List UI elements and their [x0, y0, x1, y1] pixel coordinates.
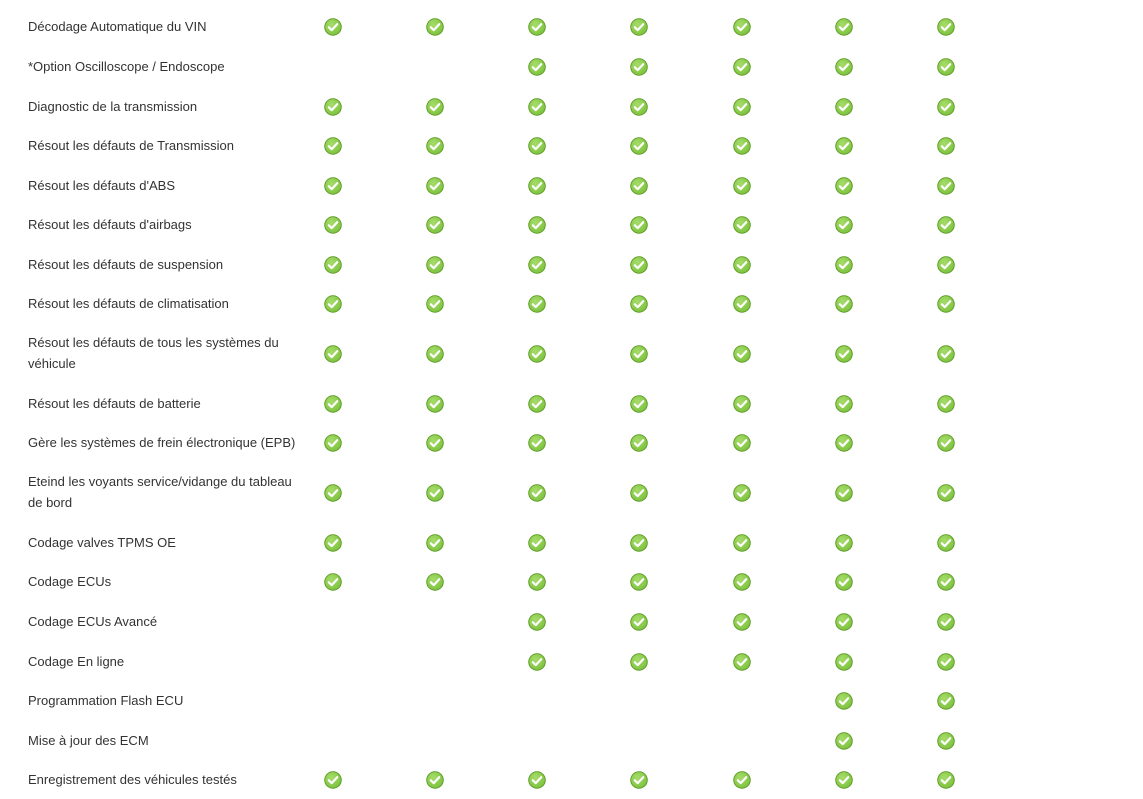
- check-cell: [835, 434, 853, 452]
- check-icon: [937, 534, 955, 552]
- check-cell: [937, 692, 955, 710]
- check-cell: [528, 573, 546, 591]
- check-cell: [937, 256, 955, 274]
- check-icon: [528, 395, 546, 413]
- check-cell: [733, 18, 751, 36]
- feature-label: Résout les défauts de climatisation: [28, 296, 229, 311]
- check-icon: [937, 256, 955, 274]
- check-cell: [426, 434, 444, 452]
- check-cell: [426, 295, 444, 313]
- feature-label: Codage En ligne: [28, 654, 125, 669]
- check-icon: [733, 484, 751, 502]
- check-icon: [426, 18, 444, 36]
- check-icon: [733, 177, 751, 195]
- check-icon: [528, 256, 546, 274]
- check-cell: [630, 484, 648, 502]
- check-cell: [937, 653, 955, 671]
- check-cell: [426, 345, 444, 363]
- check-cell: [630, 137, 648, 155]
- check-cell: [528, 484, 546, 502]
- check-cell: [324, 434, 342, 452]
- check-icon: [324, 295, 342, 313]
- check-cell: [426, 395, 444, 413]
- check-icon: [630, 484, 648, 502]
- check-cell: [324, 295, 342, 313]
- check-cell: [528, 295, 546, 313]
- check-cell: [324, 345, 342, 363]
- check-cell: [324, 18, 342, 36]
- feature-label: Résout les défauts de tous les systèmes du véhicule: [28, 335, 279, 371]
- check-cell: [835, 732, 853, 750]
- check-icon: [426, 98, 444, 116]
- check-cell: [324, 573, 342, 591]
- check-icon: [528, 295, 546, 313]
- check-cell: [835, 345, 853, 363]
- check-cell: [835, 98, 853, 116]
- check-icon: [426, 434, 444, 452]
- check-cell: [835, 613, 853, 631]
- check-icon: [324, 137, 342, 155]
- check-cell: [630, 177, 648, 195]
- check-icon: [835, 295, 853, 313]
- feature-label: Codage ECUs: [28, 574, 112, 589]
- check-icon: [528, 771, 546, 789]
- check-cell: [733, 98, 751, 116]
- check-icon: [324, 18, 342, 36]
- check-cell: [937, 732, 955, 750]
- check-icon: [528, 98, 546, 116]
- feature-label: Programmation Flash ECU: [28, 693, 184, 708]
- check-cell: [937, 534, 955, 552]
- check-cell: [324, 771, 342, 789]
- check-icon: [835, 58, 853, 76]
- check-icon: [630, 395, 648, 413]
- feature-label: Résout les défauts de suspension: [28, 257, 224, 272]
- feature-label: Diagnostic de la transmission: [28, 99, 198, 114]
- feature-label: Codage valves TPMS OE: [28, 535, 176, 550]
- check-icon: [324, 395, 342, 413]
- check-icon: [528, 177, 546, 195]
- feature-label: Résout les défauts de batterie: [28, 396, 201, 411]
- check-cell: [426, 216, 444, 234]
- check-cell: [733, 534, 751, 552]
- check-cell: [733, 434, 751, 452]
- check-icon: [835, 771, 853, 789]
- check-cell: [630, 434, 648, 452]
- check-icon: [528, 653, 546, 671]
- check-icon: [528, 484, 546, 502]
- check-icon: [937, 771, 955, 789]
- check-icon: [630, 295, 648, 313]
- check-cell: [733, 295, 751, 313]
- check-icon: [630, 434, 648, 452]
- feature-label: Codage ECUs Avancé: [28, 614, 158, 629]
- check-icon: [528, 137, 546, 155]
- check-icon: [426, 534, 444, 552]
- check-cell: [630, 395, 648, 413]
- check-icon: [630, 177, 648, 195]
- check-cell: [528, 256, 546, 274]
- check-cell: [835, 256, 853, 274]
- check-cell: [630, 345, 648, 363]
- check-icon: [733, 345, 751, 363]
- check-cell: [835, 216, 853, 234]
- check-icon: [324, 573, 342, 591]
- check-cell: [324, 216, 342, 234]
- check-icon: [937, 177, 955, 195]
- check-icon: [733, 216, 751, 234]
- check-icon: [937, 216, 955, 234]
- check-cell: [733, 771, 751, 789]
- check-cell: [937, 484, 955, 502]
- check-icon: [937, 18, 955, 36]
- check-cell: [528, 345, 546, 363]
- check-cell: [835, 395, 853, 413]
- check-icon: [835, 692, 853, 710]
- check-cell: [630, 771, 648, 789]
- check-icon: [835, 18, 853, 36]
- check-cell: [733, 395, 751, 413]
- check-cell: [324, 395, 342, 413]
- check-icon: [835, 434, 853, 452]
- check-icon: [835, 395, 853, 413]
- check-cell: [835, 534, 853, 552]
- feature-label: Mise à jour des ECM: [28, 733, 149, 748]
- check-icon: [733, 573, 751, 591]
- check-icon: [630, 653, 648, 671]
- check-cell: [835, 692, 853, 710]
- feature-label: Enregistrement des véhicules testés: [28, 772, 237, 787]
- check-icon: [835, 177, 853, 195]
- feature-label: *Option Oscilloscope / Endoscope: [28, 59, 225, 74]
- check-icon: [426, 345, 444, 363]
- check-icon: [630, 613, 648, 631]
- check-cell: [937, 58, 955, 76]
- check-icon: [835, 534, 853, 552]
- feature-label: Décodage Automatique du VIN: [28, 19, 207, 34]
- check-icon: [937, 395, 955, 413]
- check-icon: [937, 653, 955, 671]
- check-icon: [630, 58, 648, 76]
- check-cell: [733, 256, 751, 274]
- check-cell: [528, 58, 546, 76]
- check-icon: [835, 256, 853, 274]
- check-icon: [324, 434, 342, 452]
- check-icon: [733, 613, 751, 631]
- check-icon: [630, 345, 648, 363]
- check-icon: [426, 256, 444, 274]
- check-icon: [630, 18, 648, 36]
- check-cell: [528, 613, 546, 631]
- check-cell: [733, 345, 751, 363]
- check-cell: [733, 58, 751, 76]
- check-cell: [937, 613, 955, 631]
- check-cell: [937, 295, 955, 313]
- check-icon: [937, 137, 955, 155]
- check-cell: [630, 613, 648, 631]
- check-icon: [630, 256, 648, 274]
- check-icon: [835, 613, 853, 631]
- check-icon: [835, 345, 853, 363]
- check-icon: [733, 395, 751, 413]
- check-icon: [324, 177, 342, 195]
- check-cell: [528, 653, 546, 671]
- check-icon: [733, 295, 751, 313]
- check-icon: [937, 345, 955, 363]
- check-cell: [426, 573, 444, 591]
- check-cell: [835, 137, 853, 155]
- check-cell: [937, 18, 955, 36]
- check-cell: [528, 216, 546, 234]
- check-icon: [528, 613, 546, 631]
- check-icon: [528, 58, 546, 76]
- check-icon: [630, 534, 648, 552]
- check-cell: [733, 177, 751, 195]
- check-cell: [324, 177, 342, 195]
- feature-label: Résout les défauts d'ABS: [28, 178, 176, 193]
- check-icon: [324, 534, 342, 552]
- check-icon: [835, 653, 853, 671]
- check-cell: [324, 534, 342, 552]
- check-icon: [426, 395, 444, 413]
- check-icon: [528, 18, 546, 36]
- check-cell: [426, 771, 444, 789]
- check-icon: [630, 573, 648, 591]
- check-icon: [528, 434, 546, 452]
- check-icon: [835, 216, 853, 234]
- check-cell: [835, 18, 853, 36]
- check-cell: [733, 573, 751, 591]
- check-cell: [733, 137, 751, 155]
- check-icon: [733, 434, 751, 452]
- check-icon: [835, 732, 853, 750]
- check-icon: [324, 256, 342, 274]
- check-icon: [733, 98, 751, 116]
- check-cell: [528, 137, 546, 155]
- check-cell: [324, 98, 342, 116]
- check-icon: [528, 573, 546, 591]
- check-cell: [426, 137, 444, 155]
- check-cell: [528, 98, 546, 116]
- check-icon: [426, 295, 444, 313]
- check-cell: [528, 18, 546, 36]
- check-icon: [426, 573, 444, 591]
- check-cell: [630, 98, 648, 116]
- check-icon: [426, 771, 444, 789]
- check-icon: [324, 345, 342, 363]
- check-icon: [426, 484, 444, 502]
- check-cell: [937, 771, 955, 789]
- check-cell: [937, 434, 955, 452]
- check-cell: [324, 256, 342, 274]
- check-cell: [528, 177, 546, 195]
- check-cell: [835, 58, 853, 76]
- check-icon: [835, 137, 853, 155]
- check-icon: [528, 345, 546, 363]
- check-cell: [426, 534, 444, 552]
- check-cell: [426, 98, 444, 116]
- check-icon: [630, 98, 648, 116]
- check-cell: [528, 534, 546, 552]
- check-icon: [426, 177, 444, 195]
- check-icon: [937, 613, 955, 631]
- check-icon: [630, 771, 648, 789]
- check-icon: [733, 256, 751, 274]
- check-icon: [937, 434, 955, 452]
- feature-label: Eteind les voyants service/vidange du tableau de bord: [28, 474, 292, 510]
- check-cell: [630, 534, 648, 552]
- check-icon: [630, 216, 648, 234]
- check-cell: [630, 573, 648, 591]
- check-cell: [937, 395, 955, 413]
- check-cell: [630, 216, 648, 234]
- check-icon: [835, 573, 853, 591]
- check-icon: [733, 18, 751, 36]
- check-cell: [733, 484, 751, 502]
- check-icon: [528, 534, 546, 552]
- check-icon: [937, 98, 955, 116]
- check-cell: [733, 216, 751, 234]
- check-icon: [733, 653, 751, 671]
- check-icon: [426, 216, 444, 234]
- check-cell: [937, 216, 955, 234]
- feature-label: Résout les défauts d'airbags: [28, 217, 192, 232]
- check-cell: [937, 98, 955, 116]
- check-icon: [733, 771, 751, 789]
- check-cell: [835, 177, 853, 195]
- check-cell: [324, 484, 342, 502]
- check-icon: [324, 771, 342, 789]
- check-cell: [630, 256, 648, 274]
- check-icon: [835, 98, 853, 116]
- check-cell: [835, 484, 853, 502]
- check-icon: [835, 484, 853, 502]
- check-icon: [630, 137, 648, 155]
- check-cell: [835, 653, 853, 671]
- check-icon: [937, 732, 955, 750]
- check-cell: [426, 18, 444, 36]
- check-icon: [324, 98, 342, 116]
- check-cell: [937, 177, 955, 195]
- check-cell: [426, 256, 444, 274]
- feature-label: Résout les défauts de Transmission: [28, 138, 234, 153]
- check-icon: [937, 58, 955, 76]
- check-icon: [937, 295, 955, 313]
- check-cell: [630, 18, 648, 36]
- check-cell: [528, 771, 546, 789]
- check-cell: [426, 177, 444, 195]
- check-icon: [426, 137, 444, 155]
- check-cell: [835, 771, 853, 789]
- check-cell: [528, 395, 546, 413]
- check-icon: [937, 573, 955, 591]
- check-icon: [528, 216, 546, 234]
- check-cell: [733, 653, 751, 671]
- check-cell: [835, 295, 853, 313]
- check-cell: [835, 573, 853, 591]
- check-cell: [733, 613, 751, 631]
- check-cell: [630, 653, 648, 671]
- check-cell: [630, 58, 648, 76]
- check-cell: [630, 295, 648, 313]
- check-cell: [937, 137, 955, 155]
- check-cell: [937, 573, 955, 591]
- check-cell: [528, 434, 546, 452]
- check-cell: [426, 484, 444, 502]
- check-icon: [937, 484, 955, 502]
- check-icon: [733, 534, 751, 552]
- check-icon: [733, 137, 751, 155]
- check-cell: [324, 137, 342, 155]
- check-icon: [937, 692, 955, 710]
- check-cell: [937, 345, 955, 363]
- check-icon: [733, 58, 751, 76]
- check-icon: [324, 484, 342, 502]
- check-icon: [324, 216, 342, 234]
- feature-label: Gère les systèmes de frein électronique (EPB): [28, 435, 296, 450]
